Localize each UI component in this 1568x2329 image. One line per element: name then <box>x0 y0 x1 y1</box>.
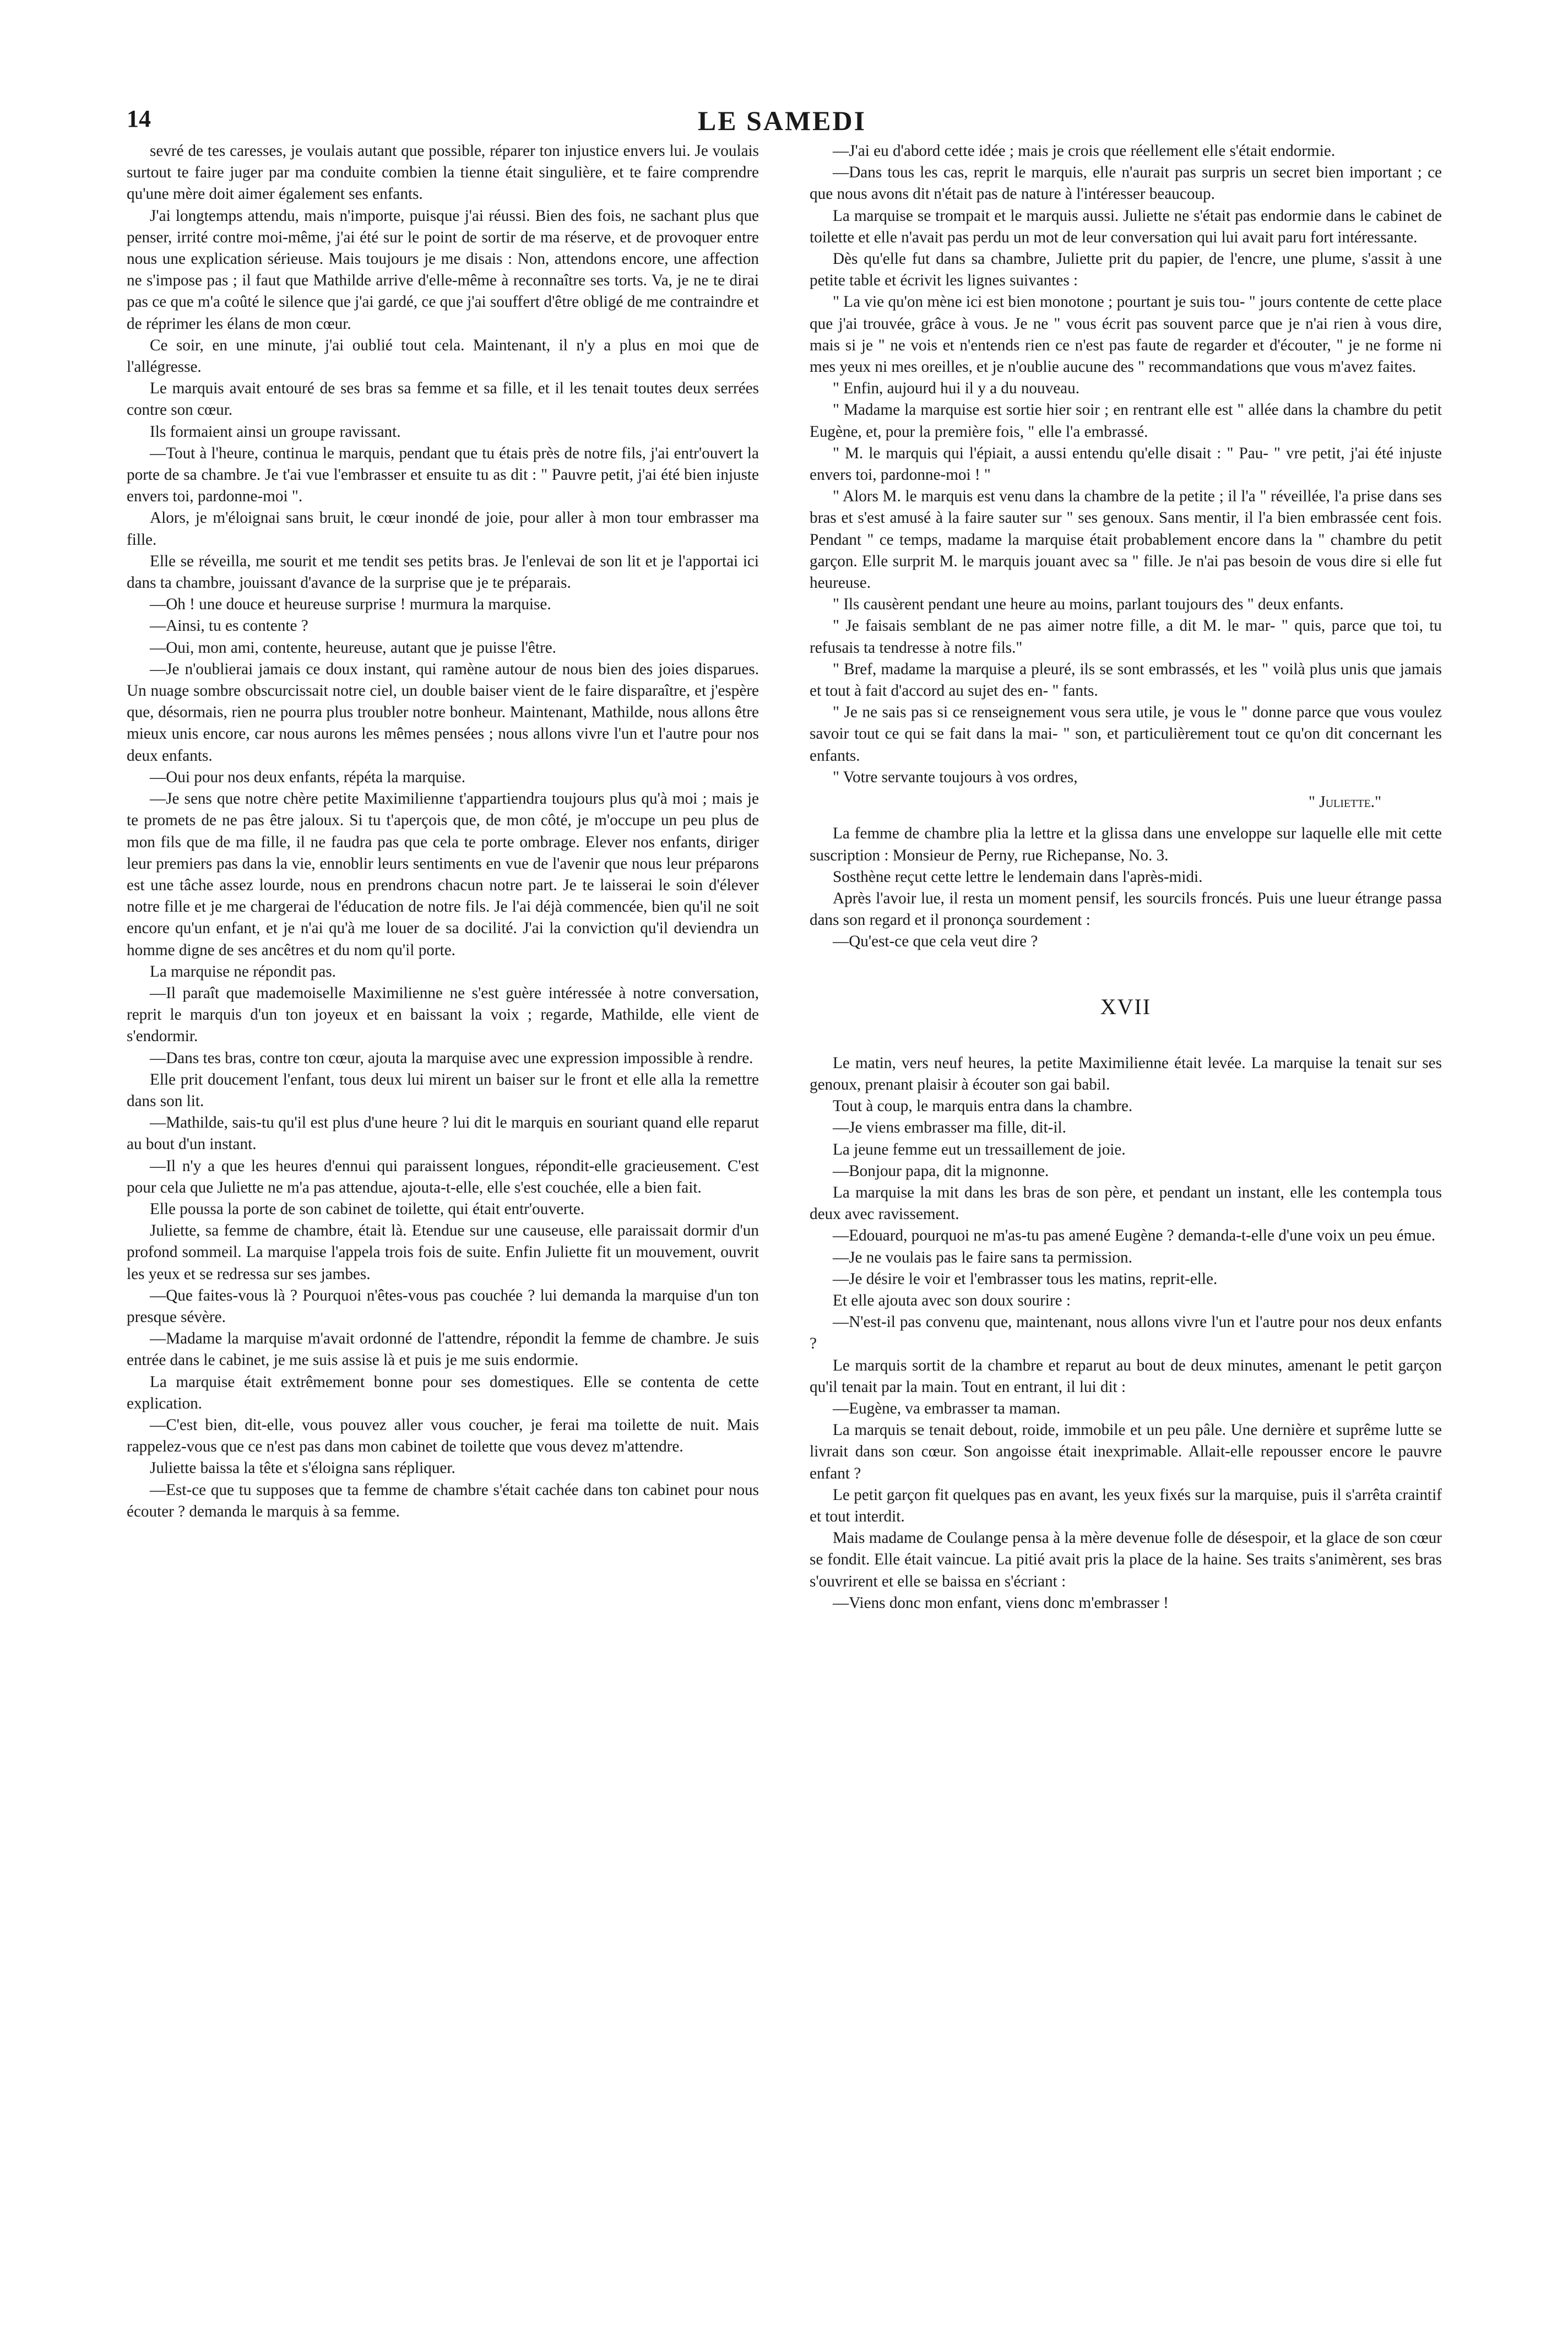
paragraph: La marquise ne répondit pas. <box>150 962 336 981</box>
paragraph: J'ai longtemps attendu, mais n'importe, puisque j'ai réussi. Bien des fois, ne sachant plus que penser, irrité contre moi-même, j'ai été sur le point de sortir de ma réserve, et de provoquer entre nous une explication sérieuse. Mais toujours je me disais : Non, attendons encore, une affection ne s'impose pas ; il faut que Mathilde arrive d'elle-même à reconnaître ses torts. Va, je ne te dirai pas ce que m'a coûté le silence que j'ai gardé, ce que j'ai souffert d'être obligé de me contraindre et de réprimer les élans de mon cœur. <box>127 207 759 333</box>
paragraph: —Oui pour nos deux enfants, répéta la marquise. <box>150 768 466 786</box>
paragraph: Le petit garçon fit quelques pas en avant, les yeux fixés sur la marquise, puis il s'arrêta craintif et tout interdit. <box>810 1486 1442 1525</box>
paragraph: —Madame la marquise m'avait ordonné de l'attendre, répondit la femme de chambre. Je suis entrée dans le cabinet, je me suis assise là et puis je me suis endormie. <box>127 1330 759 1369</box>
letter-paragraph: " M. le marquis qui l'épiait, a aussi entendu qu'elle disait : " Pau- " vre petit, j'ai été injuste envers toi, pardonne-moi ! " <box>810 444 1442 484</box>
paragraph: —Est-ce que tu supposes que ta femme de chambre s'était cachée dans ton cabinet pour nous écouter ? demanda le marquis à sa femme. <box>127 1481 759 1520</box>
paragraph: Ce soir, en une minute, j'ai oublié tout cela. Maintenant, il n'y a plus en moi que de l'allégresse. <box>127 336 759 376</box>
paragraph: La marquise se trompait et le marquis aussi. Juliette ne s'était pas endormie dans le cabinet de toilette et elle n'avait pas perdu un mot de leur conversation qui lui avait paru fort intéressante. <box>810 207 1442 246</box>
paragraph: Le marquis avait entouré de ses bras sa femme et sa fille, et il les tenait toutes deux serrées contre son cœur. <box>127 380 759 419</box>
paragraph: Tout à coup, le marquis entra dans la chambre. <box>833 1097 1133 1115</box>
paragraph: Alors, je m'éloignai sans bruit, le cœur inondé de joie, pour aller à mon tour embrasser ma fille. <box>127 509 759 549</box>
narrative-after-letter <box>810 823 1442 952</box>
paragraph: —Qu'est-ce que cela veut dire ? <box>833 933 1038 951</box>
paragraph: —Je ne voulais pas le faire sans ta permission. <box>833 1248 1132 1266</box>
juliette-letter <box>810 291 1442 788</box>
paragraph: Dès qu'elle fut dans sa chambre, Juliette prit du papier, de l'encre, une plume, s'assit à une petite table et écrivit les lignes suivantes : <box>810 250 1442 290</box>
paragraph: Elle poussa la porte de son cabinet de toilette, qui était entr'ouverte. <box>150 1200 585 1218</box>
paragraph: La jeune femme eut un tressaillement de joie. <box>833 1140 1126 1158</box>
paragraph: —Je viens embrasser ma fille, dit-il. <box>833 1119 1066 1137</box>
paragraph: —Dans tous les cas, reprit le marquis, elle n'aurait pas surpris un secret bien important ; ce que nous avons dit n'était pas de nature à l'intéresser beaucoup. <box>810 164 1442 203</box>
paragraph: Juliette, sa femme de chambre, était là. Etendue sur une causeuse, elle paraissait dormir d'un profond sommeil. La marquise l'appela trois fois de suite. Enfin Juliette fit un mouvement, ouvrit les yeux et se redressa sur ses jambes. <box>127 1222 759 1283</box>
journal-title: LE SAMEDI <box>697 105 867 136</box>
letter-paragraph: " Madame la marquise est sortie hier soir ; en rentrant elle est " allée dans la chambre du petit Eugène, et, pour la première fois, " elle l'a embrassé. <box>810 401 1442 441</box>
paragraph: —Edouard, pourquoi ne m'as-tu pas amené Eugène ? demanda-t-elle d'une voix un peu émue. <box>833 1227 1436 1245</box>
paragraph: Et elle ajouta avec son doux sourire : <box>833 1291 1071 1309</box>
paragraph: Elle se réveilla, me sourit et me tendit ses petits bras. Je l'enlevai de son lit et je l'apportai ici dans ta chambre, jouissant d'avance de la surprise que je te préparais. <box>127 552 759 592</box>
left-column <box>127 140 759 1523</box>
paragraph: Le marquis sortit de la chambre et reparut au bout de deux minutes, amenant le petit garçon qu'il tenait par la main. Tout en entrant, il lui dit : <box>810 1356 1442 1396</box>
page-number: 14 <box>127 105 151 132</box>
paragraph: Ils formaient ainsi un groupe ravissant. <box>150 423 401 441</box>
letter-signature: " Juliette." <box>1309 793 1381 811</box>
paragraph: sevré de tes caresses, je voulais autant que possible, réparer ton injustice envers lui. Je voulais surtout te faire juger par ma conduite combien la tienne était singulière, et te faire comprendre qu'une mère doit aimer également ses enfants. <box>127 142 759 203</box>
letter-paragraph: " Votre servante toujours à vos ordres, <box>833 768 1078 786</box>
letter-paragraph: " Je faisais semblant de ne pas aimer notre fille, a dit M. le mar- " quis, parce que toi, tu refusais ta tendresse à notre fils." <box>810 617 1442 657</box>
paragraph: La marquise était extrêmement bonne pour ses domestiques. Elle se contenta de cette explication. <box>127 1373 759 1412</box>
letter-paragraph: " Ils causèrent pendant une heure au moins, parlant toujours des " deux enfants. <box>833 595 1344 614</box>
paragraph: La marquise la mit dans les bras de son père, et pendant un instant, elle les contempla tous deux avec ravissement. <box>810 1183 1442 1223</box>
page-header <box>127 105 1437 138</box>
letter-paragraph: " La vie qu'on mène ici est bien monotone ; pourtant je suis tou- " jours contente de cette place que j'ai trouvée, grâce à vous. Je ne " vous écrit pas souvent parce que je n'ai rien à vous dire, mais si je " ne vois et n'entends rien ce n'est pas faute de regarder et d'écouter, " je ne forme ni mes yeux ni mes oreilles, et je n'oublie aucune des " recommandations que vous m'avez faites. <box>810 293 1442 376</box>
paragraph: —N'est-il pas convenu que, maintenant, nous allons vivre l'un et l'autre pour nos deux enfants ? <box>810 1313 1442 1353</box>
paragraph: La marquis se tenait debout, roide, immobile et un peu pâle. Une dernière et suprême lutte se livrait dans son cœur. Son angoisse était inexprimable. Allait-elle repousser encore le pauvre enfant ? <box>810 1421 1442 1482</box>
paragraph: Le matin, vers neuf heures, la petite Maximilienne était levée. La marquise la tenait sur ses genoux, prenant plaisir à écouter son gai babil. <box>810 1054 1442 1093</box>
letter-paragraph: " Enfin, aujourd hui il y a du nouveau. <box>833 380 1080 398</box>
paragraph: —Je désire le voir et l'embrasser tous les matins, reprit-elle. <box>833 1270 1218 1288</box>
letter-paragraph: " Bref, madame la marquise a pleuré, ils se sont embrassés, et les " voilà plus unis que jamais et tout à fait d'accord au sujet des en- " fants. <box>810 660 1442 700</box>
paragraph: —Mathilde, sais-tu qu'il est plus d'une heure ? lui dit le marquis en souriant quand elle reparut au bout d'un instant. <box>127 1114 759 1153</box>
paragraph: —Oui, mon ami, contente, heureuse, autant que je puisse l'être. <box>150 638 556 657</box>
chapter-heading: XVII <box>1100 994 1152 1019</box>
right-column <box>810 140 1442 1614</box>
paragraph: —Je sens que notre chère petite Maximilienne t'appartiendra toujours plus qu'à moi ; mais je te promets de ne pas être jaloux. Si tu t'aperçois que, de mon côté, je m'occupe un peu plus de mon fils que de ma fille, il ne faudra pas que cela te porte ombrage. Elever nos enfants, diriger leur premiers pas dans la vie, ennoblir leurs sentiments en vue de l'avenir que nous leur préparons est une tâche assez lourde, nous en prendrons chacun notre part. Je te laisserai le soin d'élever notre fille et je me chargerai de l'éducation de notre fils. Je l'ai déjà commencée, bien qu'il ne soit encore qu'un enfant, et je n'ai qu'à me louer de sa docilité. J'ai la conviction qu'il deviendra un homme digne de ses ancêtres et du nom qu'il porte. <box>127 790 759 959</box>
paragraph: La femme de chambre plia la lettre et la glissa dans une enveloppe sur laquelle elle mit cette suscription : Monsieur de Perny, rue Richepanse, No. 3. <box>810 825 1442 864</box>
paragraph: Mais madame de Coulange pensa à la mère devenue folle de désespoir, et la glace de son cœur se fondit. Elle était vaincue. La pitié avait pris la place de la haine. Ses traits s'animèrent, ses bras s'ouvrirent et elle se baissa en s'écriant : <box>810 1529 1442 1590</box>
paragraph: —Il paraît que mademoiselle Maximilienne ne s'est guère intéressée à notre conversation, reprit le marquis d'un ton joyeux et en baissant la voix ; regarde, Mathilde, elle vient de s'endormir. <box>127 984 759 1046</box>
paragraph: —C'est bien, dit-elle, vous pouvez aller vous coucher, je ferai ma toilette de nuit. Mais rappelez-vous que ce n'est pas dans mon cabinet de toilette que vous devez m'attendre. <box>127 1416 759 1456</box>
letter-paragraph: " Je ne sais pas si ce renseignement vous sera utile, je vous le " donne parce que vous voulez savoir tout ce qui se fait dans la mai- " son, et particulièrement tout ce qu'on dit concernant les enfants. <box>810 703 1442 765</box>
paragraph: —Tout à l'heure, continua le marquis, pendant que tu étais près de notre fils, j'ai entr'ouvert la porte de sa chambre. Je t'ai vue l'embrasser et ensuite tu as dit : " Pauvre petit, j'ai été bien injuste envers toi, pardonne-moi ". <box>127 444 759 506</box>
paragraph: —Ainsi, tu es contente ? <box>150 617 308 635</box>
paragraph: —Je n'oublierai jamais ce doux instant, qui ramène autour de nous bien des joies disparues. Un nuage sombre obscurcissait notre ciel, un double baiser vient de le faire disparaître, et j'espère que, désormais, rien ne pourra plus troubler notre bonheur. Maintenant, Mathilde, nous allons être mieux unis encore, car nous aurons les mêmes pensées ; nous allons vivre l'un et l'autre pour nos deux enfants. <box>127 660 759 765</box>
paragraph: Elle prit doucement l'enfant, tous deux lui mirent un baiser sur le front et elle alla la remettre dans son lit. <box>127 1070 759 1110</box>
narrative-before-letter <box>810 140 1442 291</box>
chapter-xvii-text <box>810 1053 1442 1614</box>
paragraph: Sosthène reçut cette lettre le lendemain dans l'après-midi. <box>833 868 1203 886</box>
paragraph: —Il n'y a que les heures d'ennui qui paraissent longues, répondit-elle gracieusement. C'est pour cela que Juliette ne m'a pas attendue, ajouta-t-elle, elle s'est couchée, elle a bien fait. <box>127 1157 759 1196</box>
paragraph: —Que faites-vous là ? Pourquoi n'êtes-vous pas couchée ? lui demanda la marquise d'un ton presque sévère. <box>127 1286 759 1326</box>
paragraph: —Eugène, va embrasser ta maman. <box>833 1399 1061 1417</box>
paragraph: —Bonjour papa, dit la mignonne. <box>833 1162 1049 1180</box>
paragraph: —Dans tes bras, contre ton cœur, ajouta la marquise avec une expression impossible à rendre. <box>150 1049 753 1067</box>
letter-paragraph: " Alors M. le marquis est venu dans la chambre de la petite ; il l'a " réveillée, l'a prise dans ses bras et s'est amusé à la faire sauter sur " ses genoux. Sans mentir, il l'a bien embrassée cent fois. Pendant " ce temps, madame la marquise était probablement encore dans la " chambre du petit garçon. Elle surprit M. le marquis jouant avec sa " fille. Je n'ai pas besoin de vous dire si elle fut heureuse. <box>810 488 1442 592</box>
paragraph: —Viens donc mon enfant, viens donc m'embrasser ! <box>833 1594 1169 1612</box>
paragraph: Après l'avoir lue, il resta un moment pensif, les sourcils froncés. Puis une lueur étrange passa dans son regard et il prononça sourdement : <box>810 889 1442 929</box>
paragraph: —J'ai eu d'abord cette idée ; mais je crois que réellement elle s'était endormie. <box>833 142 1336 160</box>
paragraph: Juliette baissa la tête et s'éloigna sans répliquer. <box>150 1459 455 1477</box>
paragraph: —Oh ! une douce et heureuse surprise ! murmura la marquise. <box>150 595 551 614</box>
